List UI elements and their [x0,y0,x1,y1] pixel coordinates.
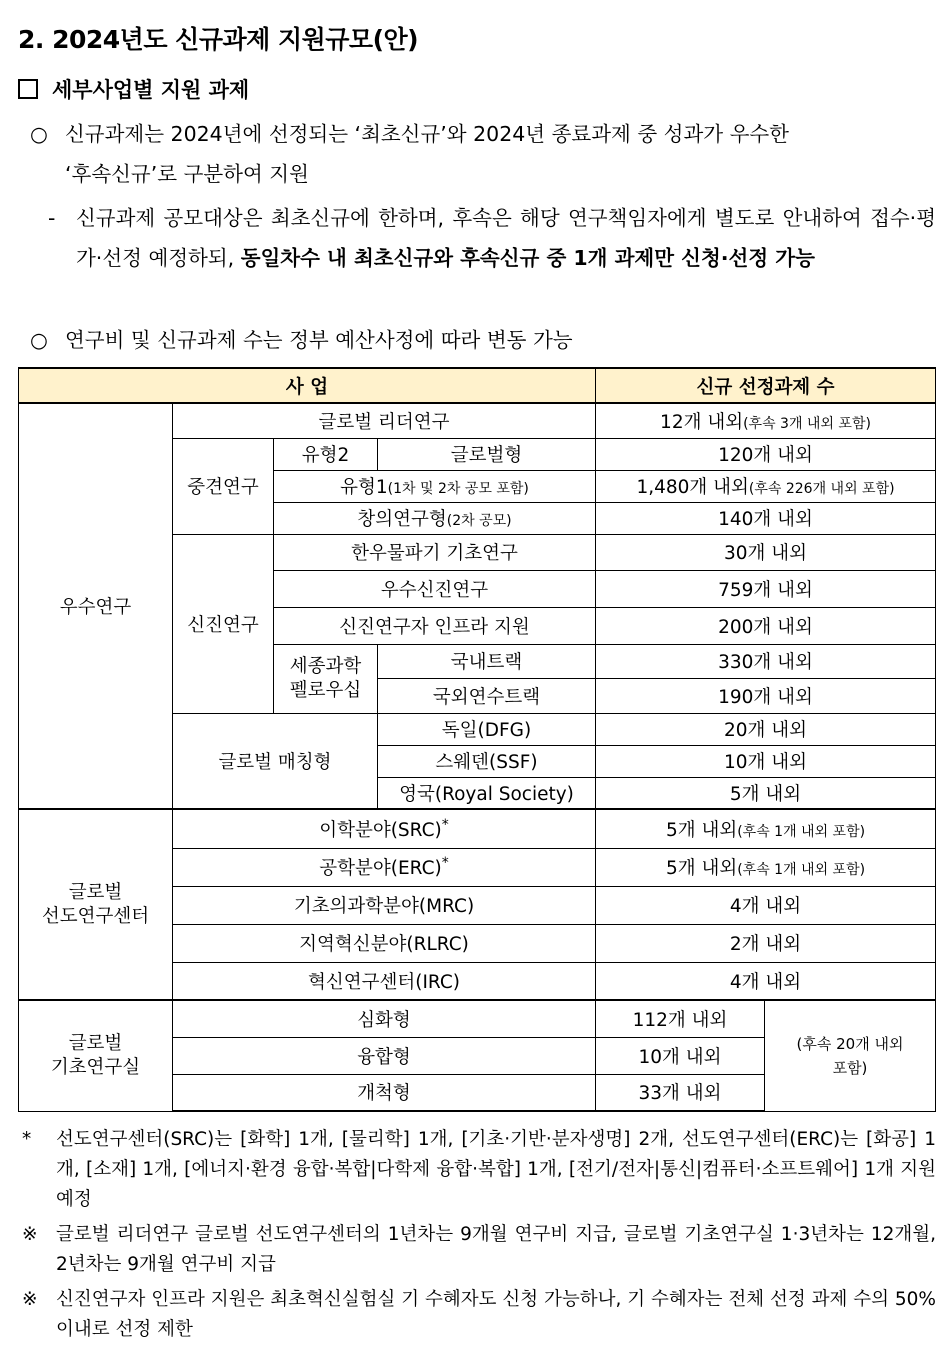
program-dfg: 독일(DFG) [378,713,596,745]
count-royal: 5개 내외 [596,777,936,809]
program-global-type: 글로벌형 [378,438,596,470]
footnotes [22,1125,936,1350]
count-domestic: 330개 내외 [596,644,936,678]
header-count: 신규 선정과제 수 [596,368,936,403]
funding-table [18,367,936,1112]
circle-bullet-icon: ○ [30,328,48,352]
count-creative: 140개 내외 [596,502,936,534]
footnote: * 선도연구센터(SRC)는 [화학] 1개, [물리학] 1개, [기초·기반·분자생명] 2개, 선도연구센터(ERC)는 [화공] 1개, [소재] 1개, [에너지·환경 융합·복합|다학제 융합·복합] 1개, [전기/전자|통신|컴퓨터·소프트웨어] 1개 지원 예정 [22,1125,936,1215]
bullet-budget [30,320,936,360]
count-excellent-new: 759개 내외 [596,570,936,607]
count-deep: 112개 내외 [596,1000,765,1037]
sub-bullet-eligibility [48,198,936,278]
group-emerging: 신진연구 [173,534,274,713]
program-infra: 신진연구자 인프라 지원 [274,607,596,644]
count-type1: 1,480개 내외(후속 226개 내외 포함) [596,470,936,502]
dash-bullet-icon: - [48,206,56,230]
count-ssf: 10개 내외 [596,745,936,777]
program-hanwoo: 한우물파기 기초연구 [274,534,596,570]
program-type1: 유형1(1차 및 2차 공모 포함) [274,470,596,502]
sub-bullet-text: 신규과제 공모대상은 최초신규에 한하며, 후속은 해당 연구책임자에게 별도로 안내하여 접수·평가·선정 예정하되, [76,206,936,270]
bullet-text: 신규과제는 2024년에 선정되는 ‘최초신규’와 2024년 종료과제 중 성과가 우수한 [65,122,789,146]
header-program: 사 업 [19,368,596,403]
bullet-selection-type [30,114,936,194]
program-mrc: 기초의과학분야(MRC) [173,886,596,924]
count-hanwoo: 30개 내외 [596,534,936,570]
group-research-center: 글로벌 선도연구센터 [19,809,173,1000]
program-fusion: 융합형 [173,1037,596,1074]
count-global-leader: 12개 내외(후속 3개 내외 포함) [596,403,936,438]
count-erc: 5개 내외(후속 1개 내외 포함) [596,848,936,886]
count-mrc: 4개 내외 [596,886,936,924]
program-royal: 영국(Royal Society) [378,777,596,809]
count-src: 5개 내외(후속 1개 내외 포함) [596,809,936,848]
program-irc: 혁신연구센터(IRC) [173,962,596,1000]
program-sejong: 세종과학 펠로우십 [274,644,378,713]
count-dfg: 20개 내외 [596,713,936,745]
group-basic-lab: 글로벌 기초연구실 [19,1000,173,1111]
asterisk-icon: * [22,1129,32,1150]
count-rlrc: 2개 내외 [596,924,936,962]
count-fusion: 10개 내외 [596,1037,765,1074]
reference-mark-icon: ※ [22,1224,38,1245]
program-ssf: 스웨덴(SSF) [378,745,596,777]
checkbox-square-icon [18,79,38,99]
count-irc: 4개 내외 [596,962,936,1000]
footnote: ※ 신진연구자 인프라 지원은 최초혁신실험실 기 수혜자도 신청 가능하나, 기 수혜자는 전체 선정 과제 수의 50% 이내로 선정 제한 [22,1285,936,1345]
group-midcareer: 중견연구 [173,438,274,534]
page-title: 2. 2024년도 신규과제 지원규모(안) [18,25,419,54]
program-deep: 심화형 [173,1000,596,1037]
sub-bullet-emphasis: 동일차수 내 최초신규와 후속신규 중 1개 과제만 신청·선정 가능 [240,246,815,270]
program-type2: 유형2 [274,438,378,470]
program-src: 이학분야(SRC)* [173,809,596,848]
circle-bullet-icon: ○ [30,122,48,146]
bullet-text-continued: ‘후속신규’로 구분하여 지원 [65,162,309,186]
program-rlrc: 지역혁신분야(RLRC) [173,924,596,962]
count-pioneer: 33개 내외 [596,1074,765,1111]
count-abroad: 190개 내외 [596,678,936,713]
count-infra: 200개 내외 [596,607,936,644]
program-domestic: 국내트랙 [378,644,596,678]
program-pioneer: 개척형 [173,1074,596,1111]
group-matching: 글로벌 매칭형 [173,713,378,809]
program-excellent-new: 우수신진연구 [274,570,596,607]
program-creative: 창의연구형(2차 공모) [274,502,596,534]
group-excellent: 우수연구 [19,403,173,809]
reference-mark-icon: ※ [22,1289,38,1310]
bullet-text: 연구비 및 신규과제 수는 정부 예산사정에 따라 변동 가능 [65,328,573,352]
program-global-leader: 글로벌 리더연구 [173,403,596,438]
section-heading: 세부사업별 지원 과제 [18,74,249,104]
count-global-type: 120개 내외 [596,438,936,470]
program-abroad: 국외연수트랙 [378,678,596,713]
program-erc: 공학분야(ERC)* [173,848,596,886]
footnote: ※ 글로벌 리더연구 글로벌 선도연구센터의 1년차는 9개월 연구비 지급, 글로벌 기초연구실 1·3년차는 12개월, 2년차는 9개월 연구비 지급 [22,1220,936,1280]
lab-follow-up-note: (후속 20개 내외 포함) [765,1000,936,1111]
